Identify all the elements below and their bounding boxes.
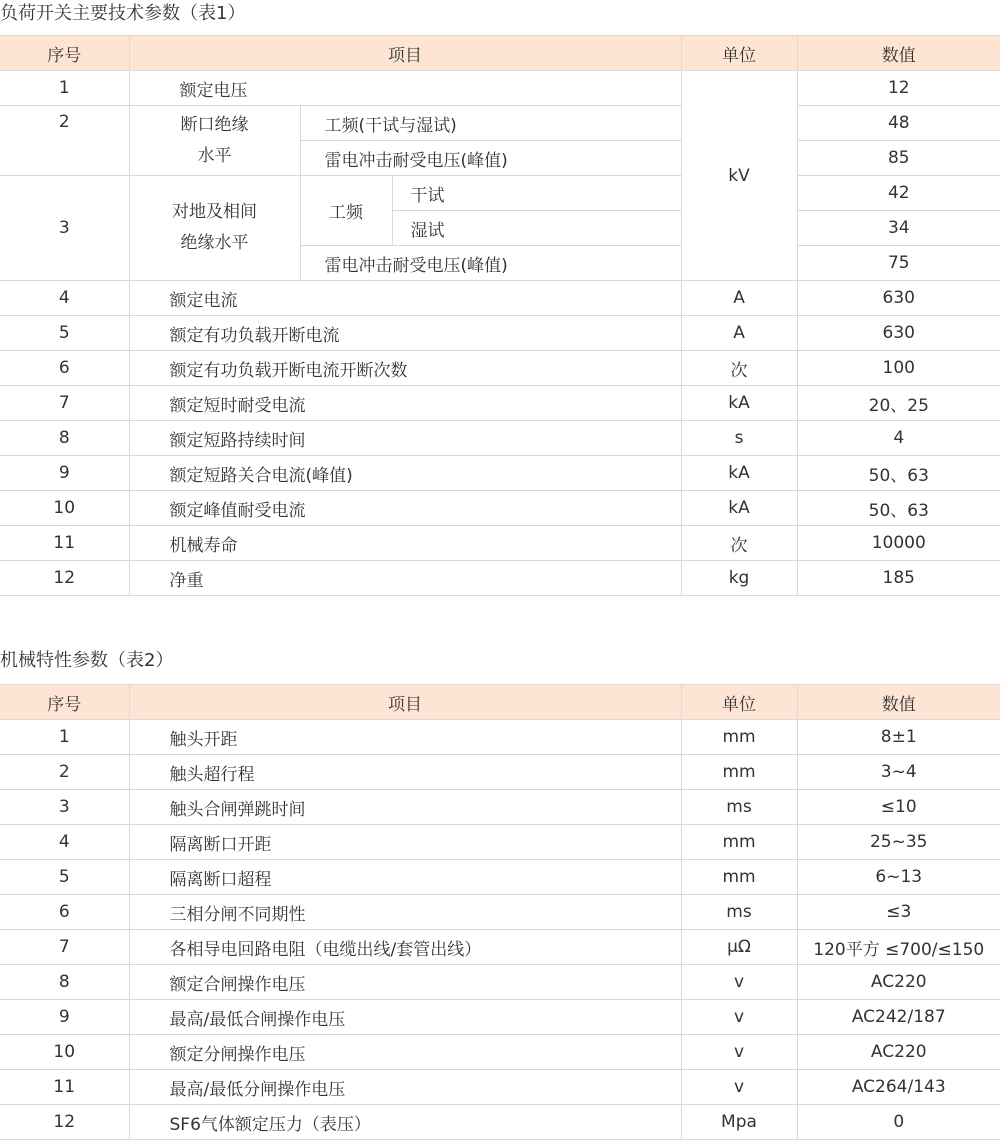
row-item: 触头超行程 — [129, 755, 681, 790]
row-item: 各相导电回路电阻（电缆出线/套管出线） — [129, 930, 681, 965]
row-value: 48 — [797, 106, 1000, 141]
row-unit: kA — [681, 456, 797, 491]
row-value: 6~13 — [797, 860, 1000, 895]
row-unit: v — [681, 965, 797, 1000]
row-value: 34 — [797, 211, 1000, 246]
table-row — [0, 106, 1000, 141]
table-row — [0, 1105, 1000, 1140]
row-value: 4 — [797, 421, 1000, 456]
row-value: 50、63 — [797, 456, 1000, 491]
row-item: 额定短路关合电流(峰值) — [129, 456, 681, 491]
table-row — [0, 790, 1000, 825]
row-item: 隔离断口超程 — [129, 860, 681, 895]
row-item: 机械寿命 — [129, 526, 681, 561]
row-value: 75 — [797, 246, 1000, 281]
row-item: 三相分闸不同期性 — [129, 895, 681, 930]
row-value: 50、63 — [797, 491, 1000, 526]
row-number: 1 — [0, 720, 129, 755]
header-no: 序号 — [0, 36, 129, 71]
row-subitem: 工频(干试与湿试) — [300, 106, 681, 141]
table-row — [0, 316, 1000, 351]
row-unit: mm — [681, 825, 797, 860]
row-unit: s — [681, 421, 797, 456]
row-unit: v — [681, 1070, 797, 1105]
row-unit: mm — [681, 720, 797, 755]
row-item: 额定电压 — [129, 71, 681, 106]
row-unit: v — [681, 1035, 797, 1070]
row-unit: μΩ — [681, 930, 797, 965]
row-number: 11 — [0, 526, 129, 561]
row-subitem: 雷电冲击耐受电压(峰值) — [300, 141, 681, 176]
row-value: 8±1 — [797, 720, 1000, 755]
row-number: 3 — [0, 176, 129, 281]
table1 — [0, 35, 1000, 596]
row-number: 12 — [0, 1105, 129, 1140]
row-subitem: 干试 — [392, 176, 681, 211]
row-unit: Mpa — [681, 1105, 797, 1140]
row-item: 额定短路持续时间 — [129, 421, 681, 456]
row-value: 25~35 — [797, 825, 1000, 860]
table-row — [0, 895, 1000, 930]
row-value: AC220 — [797, 1035, 1000, 1070]
row-unit: ms — [681, 790, 797, 825]
header-item: 项目 — [129, 36, 681, 71]
row-item: 额定短时耐受电流 — [129, 386, 681, 421]
row-value: 3~4 — [797, 755, 1000, 790]
row-value: 630 — [797, 316, 1000, 351]
row-value: 42 — [797, 176, 1000, 211]
header-unit: 单位 — [681, 685, 797, 720]
row-group-label — [129, 176, 300, 281]
row-item: 额定合闸操作电压 — [129, 965, 681, 1000]
table-row — [0, 561, 1000, 596]
table1-header-row — [0, 36, 1000, 71]
table-row — [0, 71, 1000, 106]
row-item: 额定电流 — [129, 281, 681, 316]
row-number: 8 — [0, 421, 129, 456]
table-row — [0, 421, 1000, 456]
row-unit: A — [681, 316, 797, 351]
row-unit: mm — [681, 755, 797, 790]
table-row — [0, 491, 1000, 526]
table-row — [0, 930, 1000, 965]
row-number: 2 — [0, 106, 129, 176]
table-row — [0, 456, 1000, 491]
header-unit: 单位 — [681, 36, 797, 71]
row-item: 净重 — [129, 561, 681, 596]
row-number: 8 — [0, 965, 129, 1000]
row-unit: 次 — [681, 351, 797, 386]
row-unit: 次 — [681, 526, 797, 561]
header-value: 数值 — [797, 685, 1000, 720]
table-row — [0, 351, 1000, 386]
row-number: 6 — [0, 895, 129, 930]
row-number: 12 — [0, 561, 129, 596]
row-unit: kA — [681, 386, 797, 421]
row-subitem: 工频 — [300, 176, 392, 246]
row-value: 630 — [797, 281, 1000, 316]
row-value: AC242/187 — [797, 1000, 1000, 1035]
row-value: 100 — [797, 351, 1000, 386]
row-unit: kA — [681, 491, 797, 526]
table-row — [0, 281, 1000, 316]
table2-title: 机械特性参数（表2） — [0, 650, 174, 671]
row-item: 额定分闸操作电压 — [129, 1035, 681, 1070]
table-row — [0, 860, 1000, 895]
table-row — [0, 386, 1000, 421]
table-row — [0, 1000, 1000, 1035]
row-subitem: 湿试 — [392, 211, 681, 246]
row-value: ≤10 — [797, 790, 1000, 825]
row-number: 7 — [0, 386, 129, 421]
table-row — [0, 720, 1000, 755]
row-unit: ms — [681, 895, 797, 930]
row-item: 额定有功负载开断电流 — [129, 316, 681, 351]
group-label-line1: 断口绝缘 — [180, 114, 249, 135]
table-row — [0, 526, 1000, 561]
row-unit: v — [681, 1000, 797, 1035]
row-item: 触头开距 — [129, 720, 681, 755]
row-unit: kV — [681, 71, 797, 281]
row-value: AC220 — [797, 965, 1000, 1000]
group-label-line2: 水平 — [197, 145, 232, 166]
row-value: 85 — [797, 141, 1000, 176]
row-number: 9 — [0, 456, 129, 491]
row-item: 额定峰值耐受电流 — [129, 491, 681, 526]
row-number: 5 — [0, 860, 129, 895]
row-value: 185 — [797, 561, 1000, 596]
row-number: 9 — [0, 1000, 129, 1035]
row-item: SF6气体额定压力（表压） — [129, 1105, 681, 1140]
table-row — [0, 1070, 1000, 1105]
row-unit: mm — [681, 860, 797, 895]
row-number: 10 — [0, 1035, 129, 1070]
row-unit: A — [681, 281, 797, 316]
row-item: 最高/最低分闸操作电压 — [129, 1070, 681, 1105]
row-item: 触头合闸弹跳时间 — [129, 790, 681, 825]
row-number: 6 — [0, 351, 129, 386]
row-number: 10 — [0, 491, 129, 526]
row-number: 1 — [0, 71, 129, 106]
row-number: 4 — [0, 281, 129, 316]
row-unit: kg — [681, 561, 797, 596]
row-number: 5 — [0, 316, 129, 351]
group-label-line2: 绝缘水平 — [180, 233, 249, 253]
row-subitem: 雷电冲击耐受电压(峰值) — [300, 246, 681, 281]
row-item: 隔离断口开距 — [129, 825, 681, 860]
row-item: 最高/最低合闸操作电压 — [129, 1000, 681, 1035]
group-label-line1: 对地及相间 — [172, 202, 257, 222]
row-value: 0 — [797, 1105, 1000, 1140]
table-row — [0, 755, 1000, 790]
header-item: 项目 — [129, 685, 681, 720]
table2 — [0, 684, 1000, 1140]
table2-header-row — [0, 685, 1000, 720]
row-number: 3 — [0, 790, 129, 825]
row-group-label — [129, 106, 300, 176]
row-value: 20、25 — [797, 386, 1000, 421]
row-value: 12 — [797, 71, 1000, 106]
row-value: ≤3 — [797, 895, 1000, 930]
row-number: 11 — [0, 1070, 129, 1105]
row-number: 7 — [0, 930, 129, 965]
row-number: 4 — [0, 825, 129, 860]
header-no: 序号 — [0, 685, 129, 720]
table-row — [0, 965, 1000, 1000]
row-number: 2 — [0, 755, 129, 790]
row-value: AC264/143 — [797, 1070, 1000, 1105]
table1-title: 负荷开关主要技术参数（表1） — [0, 3, 246, 24]
header-value: 数值 — [797, 36, 1000, 71]
row-value: 10000 — [797, 526, 1000, 561]
table-row — [0, 1035, 1000, 1070]
table-row — [0, 825, 1000, 860]
table-row — [0, 176, 1000, 211]
row-item: 额定有功负载开断电流开断次数 — [129, 351, 681, 386]
row-value: 120平方 ≤700/≤150 — [797, 930, 1000, 965]
